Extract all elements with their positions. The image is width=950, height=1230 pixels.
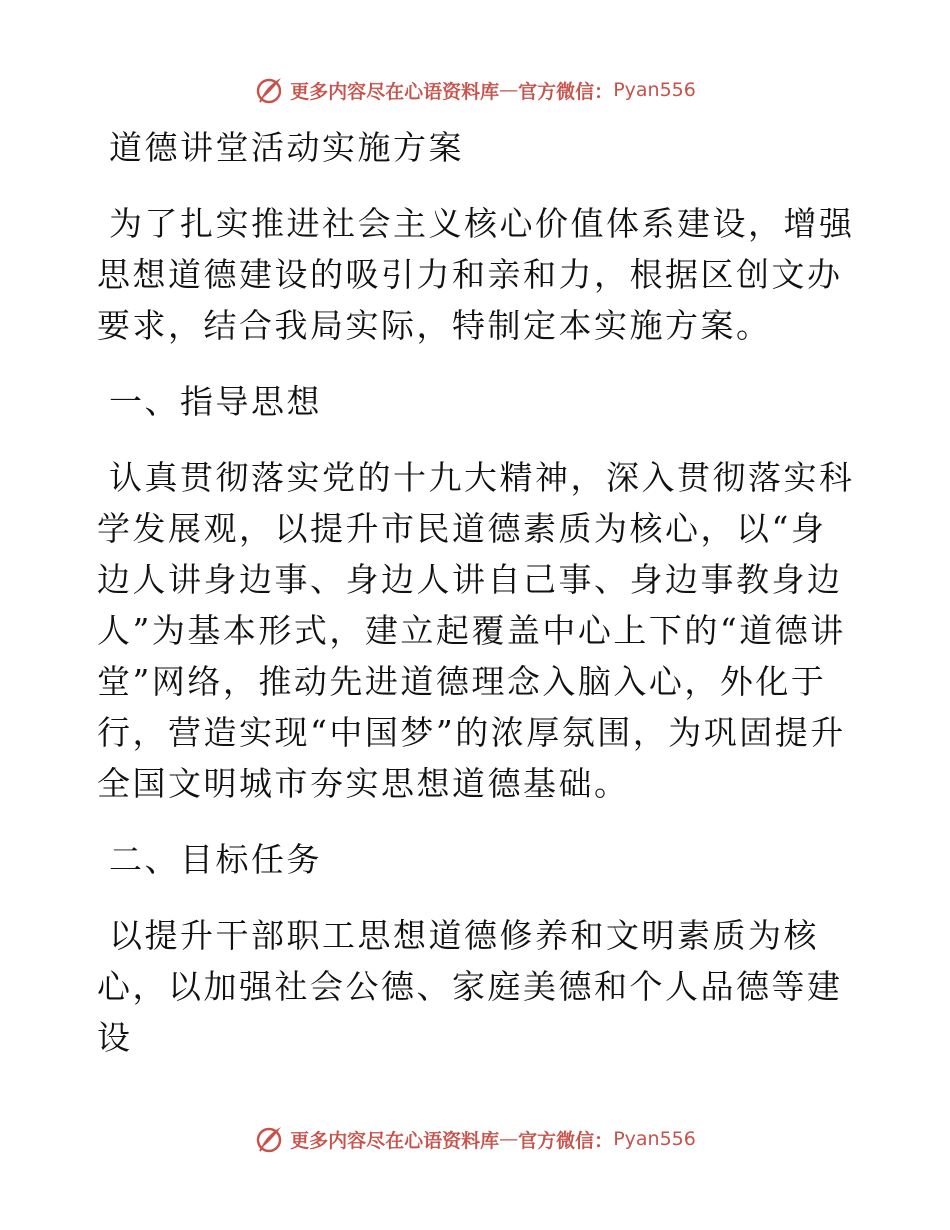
feather-quill-logo-icon: [254, 75, 284, 105]
watermark-brand: 更多内容尽在心语资料库: [290, 1129, 500, 1152]
section-body-goals: 以提升干部职工思想道德修养和文明素质为核心，以加强社会公德、家庭美德和个人品德等建设: [97, 916, 843, 1057]
watermark-separator: —: [499, 79, 519, 101]
watermark-brand: 更多内容尽在心语资料库: [290, 80, 500, 103]
section-heading-goals: 二、目标任务: [109, 840, 322, 879]
document-body: [97, 122, 857, 1088]
watermark-banner-top: [0, 70, 950, 110]
section-heading-guiding-thought: 一、指导思想: [109, 382, 322, 421]
watermark-wechat-label: 官方微信：: [518, 1129, 614, 1152]
watermark-wechat-id: Pyan556: [613, 1128, 696, 1150]
section-body-guiding-thought: 认真贯彻落实党的十九大精神，深入贯彻落实科学发展观，以提升市民道德素质为核心，以“身边人讲身边事、身边人讲自己事、身边事教身边人”为基本形式，建立起覆盖中心上下的“道德讲堂”网络，推动先进道德理念入脑入心，外化于行，营造实现“中国梦”的浓厚氛围，为巩固提升全国文明城市夯实思想道德基础。: [97, 458, 855, 803]
document-title: 道德讲堂活动实施方案: [109, 128, 464, 167]
watermark-wechat-id: Pyan556: [613, 79, 696, 101]
intro-paragraph: 为了扎实推进社会主义核心价值体系建设，增强思想道德建设的吸引力和亲和力，根据区创文办要求，结合我局实际，特制定本实施方案。: [97, 204, 855, 345]
watermark-banner-bottom: [0, 1119, 950, 1159]
watermark-separator: —: [499, 1128, 519, 1150]
feather-quill-logo-icon: [254, 1124, 284, 1154]
watermark-wechat-label: 官方微信：: [518, 80, 614, 103]
